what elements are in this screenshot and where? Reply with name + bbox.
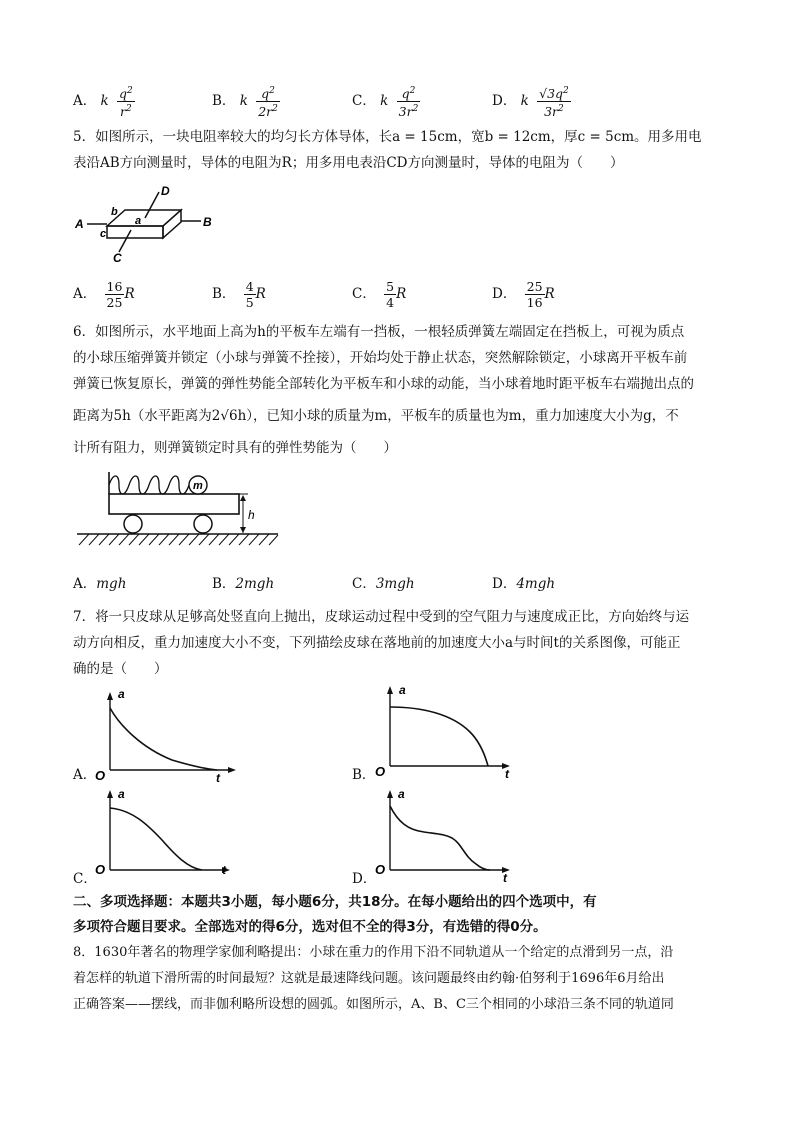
q6-option-c[interactable]: C．3mgh: [352, 576, 415, 592]
q5-option-c[interactable]: C． $\frac{5}{4}$ R: [352, 279, 407, 310]
q7-option-a-label[interactable]: A．: [73, 767, 97, 783]
y-axis-arrow: [387, 686, 393, 694]
q4-c-denominator: 3r: [398, 104, 413, 120]
q4-b-numerator: q: [261, 86, 270, 102]
curve: [390, 707, 488, 766]
ground-hatching: [79, 534, 278, 545]
curve: [110, 808, 202, 870]
q5-stem-line-1: 5．如图所示，一块电阻率较大的均匀长方体导体，长a = 15cm，宽b = 12cm，厚c = 5cm。用多用电: [73, 129, 702, 145]
spring: [109, 476, 189, 494]
q4-c-numerator: q: [401, 86, 410, 102]
x-label: t: [503, 871, 507, 884]
q6-cart-figure: [73, 466, 283, 552]
label-height-h: h: [248, 508, 255, 522]
q7-option-c-label[interactable]: C．: [73, 871, 97, 887]
q5-stem-line-2: 表沿AB方向测量时，导体的电阻为R；用多用电表沿CD方向测量时，导体的电阻为（ ）: [73, 155, 624, 171]
label-b-width: b: [111, 206, 118, 218]
q7-stem-line-2: 动方向相反，重力加速度大小不变，下列描绘皮球在落地前的加速度大小a与时间t的关系图像，可能正: [73, 635, 681, 651]
q4-option-b[interactable]: B． k $\frac{q^2}{2r^2}$: [212, 86, 278, 120]
y-label: a: [118, 687, 125, 701]
q8-stem-line-1: 8．1630年著名的物理学家伽利略提出：小球在重力的作用下沿不同轨道从一个给定的点滑到另一点，沿: [73, 945, 674, 960]
q7-graph-c: [92, 784, 242, 884]
q6-stem-line-4: 距离为5h（水平距离为2√6h），已知小球的质量为m，平板车的质量也为m，重力加速度大小为g，不: [73, 408, 679, 424]
q7-option-b-label[interactable]: B．: [352, 767, 376, 783]
lead-d: [145, 192, 159, 218]
y-axis-arrow: [107, 790, 113, 798]
y-label: a: [399, 683, 406, 697]
q4-d-denominator: 3r: [544, 104, 559, 120]
curve: [110, 708, 217, 770]
height-arrow-up: [240, 495, 246, 501]
q5-option-a[interactable]: A． $\frac{16}{25}$ R: [73, 279, 135, 310]
q5-option-d[interactable]: D． $\frac{25}{16}$ R: [492, 279, 555, 310]
q4-option-d[interactable]: D． k $\frac{√3q^2}{3r^2}$: [492, 86, 569, 120]
section-2-heading-line-2: 多项符合题目要求。全部选对的得6分，选对但不全的得3分，有选错的得0分。: [73, 919, 547, 935]
cart-body: [109, 494, 239, 514]
origin-label: O: [375, 764, 386, 779]
q4-a-numerator: q: [119, 86, 128, 102]
q6-stem-line-5: 计所有阻力，则弹簧锁定时具有的弹性势能为（ ）: [73, 440, 397, 456]
label-c-point: C: [113, 251, 122, 264]
q6-option-b[interactable]: B．2mgh: [212, 576, 275, 592]
q8-stem-line-3: 正确答案——摆线，而非伽利略所设想的圆弧。如图所示，A、B、C三个相同的小球沿三条不同的轨道同: [73, 997, 674, 1012]
curve: [390, 806, 490, 870]
box-side-face: [163, 210, 181, 238]
q5-option-b[interactable]: B． $\frac{4}{5}$ R: [212, 279, 266, 310]
q4-a-denominator: r: [120, 104, 127, 120]
q7-graph-b: [372, 680, 522, 780]
section-2-heading-line-1: 二、多项选择题：本题共3小题，每小题6分，共18分。在每小题给出的四个选项中，有: [73, 894, 597, 910]
q4-d-numerator: √3q: [539, 86, 564, 102]
q7-stem-line-1: 7．将一只皮球从足够高处竖直向上抛出，皮球运动过程中受到的空气阻力与速度成正比，方向始终与运: [73, 609, 690, 625]
q8-stem-line-2: 着怎样的轨道下滑所需的时间最短？这就是最速降线问题。该问题最终由约翰·伯努利于1696年6月给出: [73, 971, 665, 986]
origin-label: O: [95, 862, 106, 877]
y-label: a: [398, 787, 405, 801]
x-axis-arrow: [228, 767, 236, 773]
y-label: a: [118, 787, 125, 801]
x-label: t: [222, 863, 226, 877]
q7-stem-line-3: 确的是（ ）: [73, 661, 168, 677]
box-front-face: [107, 226, 163, 238]
q4-option-a[interactable]: A． k $\frac{q^2}{r^2}$: [73, 86, 133, 120]
label-b-point: B: [203, 215, 212, 229]
q7-graph-a: [92, 686, 242, 782]
label-mass-m: m: [193, 480, 203, 492]
q6-option-d[interactable]: D．4mgh: [492, 576, 556, 592]
x-label: t: [216, 771, 220, 782]
origin-label: O: [95, 768, 106, 782]
label-a-length: a: [135, 215, 142, 227]
q7-graph-d: [372, 784, 522, 884]
lead-c: [119, 230, 131, 252]
label-d-point: D: [161, 184, 170, 198]
origin-label: O: [375, 862, 386, 877]
x-label: t: [505, 767, 509, 780]
q6-stem-line-2: 的小球压缩弹簧并锁定（小球与弹簧不拴接），开始均处于静止状态，突然解除锁定，小球离开平板车前: [73, 350, 688, 366]
q6-stem-line-1: 6．如图所示，水平地面上高为h的平板车左端有一挡板，一根轻质弹簧左端固定在挡板上，可视为质点: [73, 324, 685, 340]
q4-b-denominator: 2r: [258, 104, 273, 120]
label-a-point: A: [75, 217, 84, 231]
wheel-right: [194, 515, 212, 533]
q4-option-c[interactable]: C． k $\frac{q^2}{3r^2}$: [352, 86, 419, 120]
q6-stem-line-3: 弹簧已恢复原长，弹簧的弹性势能全部转化为平板车和小球的动能，当小球着地时距平板车右端抛出点的: [73, 376, 694, 392]
q5-conductor-figure: [73, 182, 223, 264]
q7-option-d-label[interactable]: D．: [352, 871, 377, 887]
box-top-face: [107, 210, 181, 226]
label-c-thickness: c: [100, 228, 107, 240]
y-axis-arrow: [107, 692, 113, 700]
wheel-left: [124, 515, 142, 533]
y-axis-arrow: [387, 790, 393, 798]
q6-option-a[interactable]: A．mgh: [73, 576, 127, 592]
height-arrow-down: [240, 527, 246, 533]
